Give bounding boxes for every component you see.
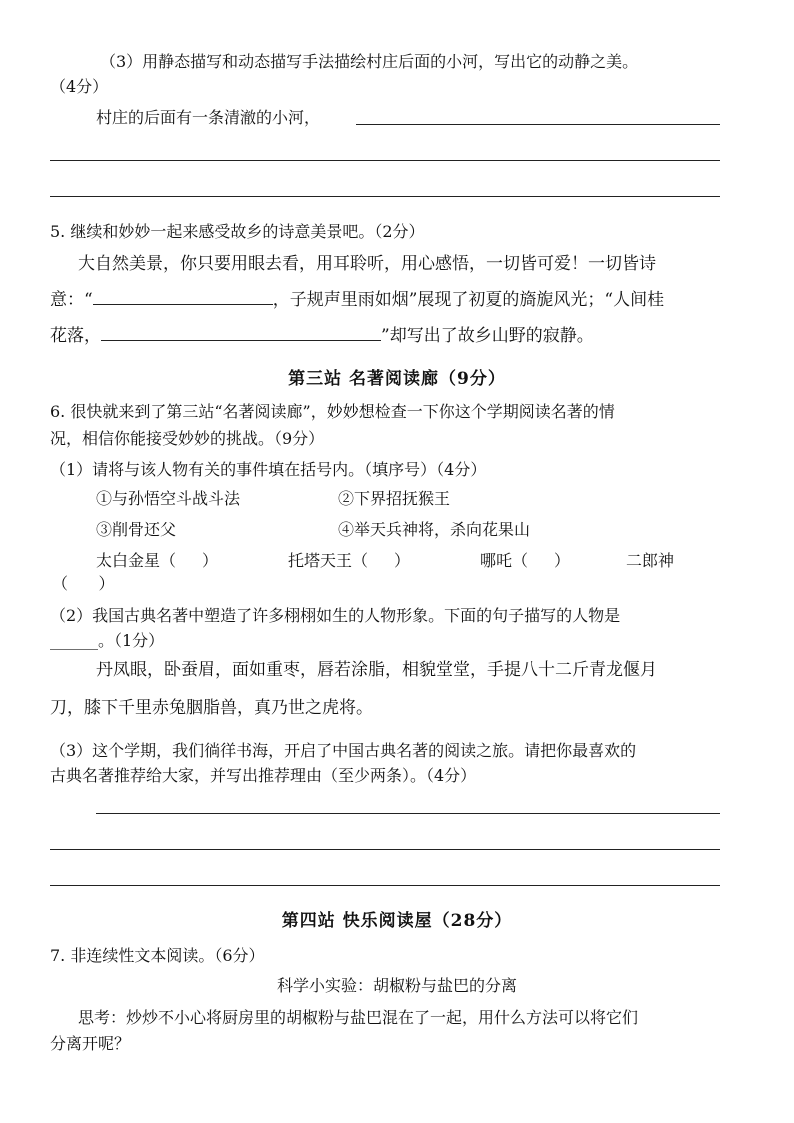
erlangshen-parens[interactable]: （ ） — [52, 574, 115, 593]
q6-sub3-line1: （3）这个学期，我们徜徉书海，开启了中国古典名著的阅读之旅。请把你最喜欢的 — [50, 741, 637, 760]
close-paren: ） — [202, 551, 219, 570]
q7-prompt: 7. 非连续性文本阅读。（6分） — [50, 946, 265, 965]
station3-title: 第三站 名著阅读廊（9分） — [288, 369, 506, 389]
q5-line3-b: ”却写出了故乡山野的寂静。 — [381, 326, 594, 346]
close-paren: ） — [394, 551, 411, 570]
passage-line1: 丹凤眼，卧蚕眉，面如重枣，唇若涂脂，相貌堂堂，手提八十二斤青龙偃月 — [96, 660, 657, 680]
character-erlangshen: 二郎神 — [626, 551, 675, 570]
q7-think-line2: 分离开呢？ — [50, 1034, 131, 1053]
q5-prompt: 5. 继续和妙妙一起来感受故乡的诗意美景吧。（2分） — [50, 222, 425, 241]
q7-subtitle: 科学小实验：胡椒粉与盐巴的分离 — [276, 976, 517, 995]
character-tuotatianwang — [288, 551, 410, 570]
answer-line[interactable] — [356, 124, 720, 125]
q6-line2: 况，相信你能接受妙妙的挑战。（9分） — [50, 429, 325, 448]
q4-3-score: （4分） — [50, 77, 109, 96]
answer-line[interactable] — [50, 196, 720, 197]
character-label: 太白金星（ — [96, 551, 177, 570]
q6-sub2-line2: ______。（1分） — [50, 631, 165, 650]
option-1: ①与孙悟空斗战斗法 — [96, 489, 241, 508]
q5-line3 — [50, 326, 594, 346]
character-label: 托塔天王（ — [288, 551, 369, 570]
passage-line2: 刀，膝下千里赤兔胭脂兽，真乃世之虎将。 — [50, 698, 373, 718]
option-2: ②下界招抚猴王 — [338, 489, 451, 508]
character-nezha — [480, 551, 570, 570]
q6-sub3-line2: 古典名著推荐给大家，并写出推荐理由（至少两条）。（4分） — [50, 766, 477, 785]
close-paren: ） — [554, 551, 571, 570]
q5-line2-a: 意：“ — [50, 290, 93, 310]
q6-sub2-line1: （2）我国古典名著中塑造了许多栩栩如生的人物形象。下面的句子描写的人物是 — [50, 606, 621, 625]
q6-sub1: （1）请将与该人物有关的事件填在括号内。（填序号）（4分） — [50, 460, 487, 479]
character-label: 哪吒（ — [480, 551, 529, 570]
q5-line1: 大自然美景，你只要用眼去看，用耳聆听，用心感悟，一切皆可爱！一切皆诗 — [78, 254, 656, 274]
character-taibaijinxing — [96, 551, 218, 570]
q4-3-starter: 村庄的后面有一条清澈的小河， — [96, 108, 321, 127]
answer-line[interactable] — [50, 885, 720, 886]
station4-title: 第四站 快乐阅读屋（28分） — [281, 911, 513, 931]
q5-line2-b: ，子规声里雨如烟”展现了初夏的旖旎风光；“人间桂 — [272, 290, 665, 310]
blank-line[interactable] — [101, 326, 381, 341]
q7-think-line1: 思考：炒炒不小心将厨房里的胡椒粉与盐巴混在了一起，用什么方法可以将它们 — [78, 1008, 639, 1027]
answer-line[interactable] — [50, 849, 720, 850]
option-4: ④举天兵神将，杀向花果山 — [338, 520, 531, 539]
option-3: ③削骨还父 — [96, 520, 177, 539]
q5-line3-a: 花落， — [50, 326, 101, 346]
answer-line[interactable] — [50, 160, 720, 161]
answer-line[interactable] — [96, 813, 720, 814]
q5-line2 — [50, 290, 664, 310]
q6-line1: 6. 很快就来到了第三站“名著阅读廊”，妙妙想检查一下你这个学期阅读名著的情 — [50, 402, 615, 421]
q4-3-prompt: （3）用静态描写和动态描写手法描绘村庄后面的小河，写出它的动静之美。 — [100, 52, 639, 71]
blank-line[interactable] — [93, 290, 273, 305]
